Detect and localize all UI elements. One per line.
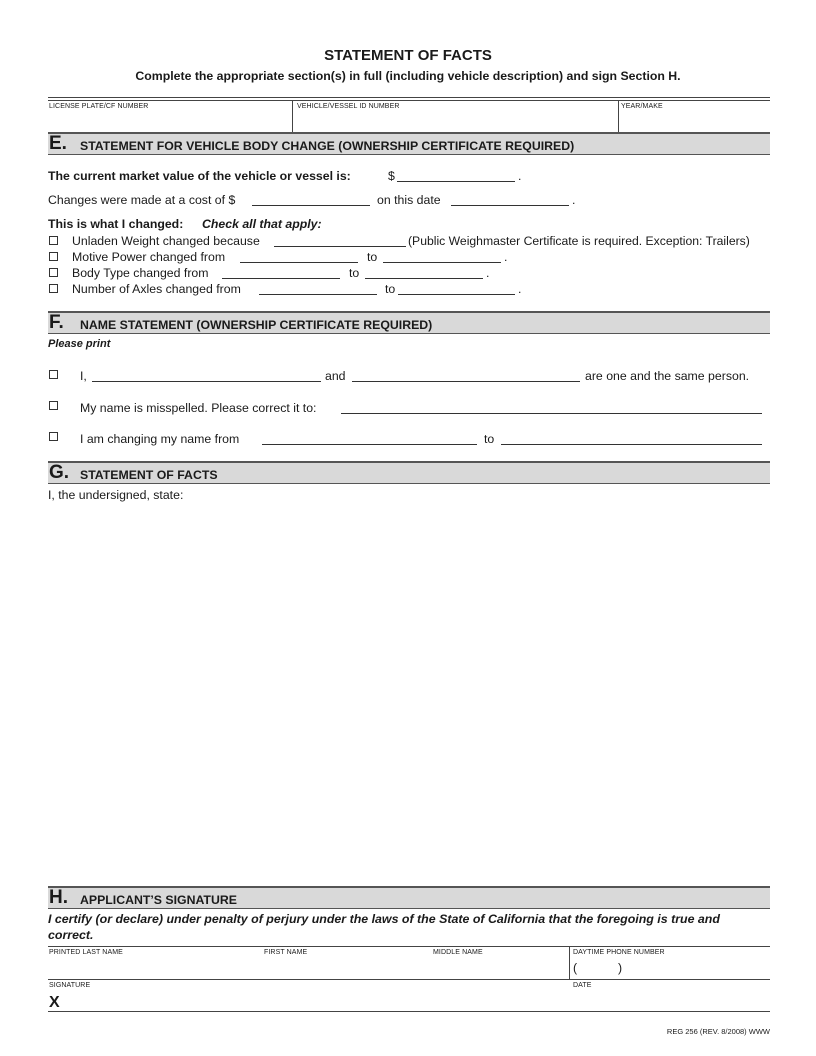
divider (48, 100, 770, 101)
change-date-field[interactable] (451, 194, 569, 206)
new-name-field[interactable] (501, 433, 762, 445)
license-plate-label: LICENSE PLATE/CF NUMBER (49, 103, 149, 110)
unladen-weight-label: Unladen Weight changed because (72, 234, 260, 248)
year-make-field[interactable] (621, 111, 769, 131)
weighmaster-note: (Public Weighmaster Certificate is required. Exception: Trailers) (408, 234, 750, 248)
form-id: REG 256 (REV. 8/2008) WWW (666, 1027, 770, 1036)
period: . (486, 266, 490, 280)
on-this-date-label: on this date (377, 193, 441, 207)
section-g-header (48, 461, 770, 484)
first-name-label: FIRST NAME (264, 949, 308, 956)
section-g-letter: G. (49, 462, 70, 483)
middle-name-field[interactable] (433, 957, 566, 977)
what-changed-label: This is what I changed: (48, 217, 184, 231)
phone-paren-close: ) (618, 961, 623, 975)
last-name-field[interactable] (49, 957, 259, 977)
market-value-label: The current market value of the vehicle or vessel is: (48, 169, 351, 183)
section-e-title: STATEMENT FOR VEHICLE BODY CHANGE (OWNERSHIP CERTIFICATE REQUIRED) (80, 139, 575, 153)
period: . (518, 169, 522, 183)
to-label: to (349, 266, 360, 280)
body-from-field[interactable] (222, 267, 340, 279)
same-person-i: I, (80, 369, 87, 383)
same-person-and: and (325, 369, 346, 383)
misspelled-checkbox[interactable] (49, 401, 58, 410)
signature-x-mark: X (49, 994, 60, 1011)
signature-label: SIGNATURE (49, 982, 91, 989)
certify-line-1: I certify (or declare) under penalty of perjury under the laws of the State of California that the foregoing is true and (48, 912, 720, 926)
middle-name-label: MIDDLE NAME (433, 949, 483, 956)
changes-cost-label: Changes were made at a cost of $ (48, 193, 236, 207)
section-f-title: NAME STATEMENT (OWNERSHIP CERTIFICATE REQUIRED) (80, 318, 433, 332)
year-make-label: YEAR/MAKE (621, 103, 663, 110)
divider (48, 946, 770, 947)
section-h-header (48, 886, 770, 909)
license-plate-field[interactable] (49, 111, 289, 131)
first-name-field[interactable] (264, 957, 429, 977)
divider (48, 1011, 770, 1012)
section-f-letter: F. (49, 312, 64, 333)
period: . (518, 282, 522, 296)
signature-field[interactable] (66, 990, 561, 1010)
section-g-title: STATEMENT OF FACTS (80, 468, 218, 482)
unladen-weight-checkbox[interactable] (49, 236, 58, 245)
phone-field[interactable] (580, 957, 768, 977)
motive-power-label: Motive Power changed from (72, 250, 226, 264)
section-f-header (48, 311, 770, 334)
last-name-label: PRINTED LAST NAME (49, 949, 123, 956)
body-to-field[interactable] (365, 267, 483, 279)
change-cost-field[interactable] (252, 194, 370, 206)
vehicle-id-field[interactable] (295, 111, 615, 131)
corrected-name-field[interactable] (341, 402, 762, 414)
axles-checkbox[interactable] (49, 284, 58, 293)
date-label: DATE (573, 982, 592, 989)
divider (618, 100, 619, 132)
divider (292, 100, 293, 132)
axles-to-field[interactable] (398, 283, 515, 295)
section-e-header (48, 132, 770, 155)
divider (569, 946, 570, 979)
period: . (572, 193, 576, 207)
body-type-label: Body Type changed from (72, 266, 209, 280)
statement-intro: I, the undersigned, state: (48, 488, 184, 502)
divider (48, 97, 770, 98)
body-type-checkbox[interactable] (49, 268, 58, 277)
phone-paren-open: ( (573, 961, 578, 975)
dollar-sign: $ (388, 169, 395, 183)
same-person-end: are one and the same person. (585, 369, 750, 383)
axles-label: Number of Axles changed from (72, 282, 241, 296)
page-title: STATEMENT OF FACTS (324, 47, 492, 64)
please-print-label: Please print (48, 338, 111, 350)
name-two-field[interactable] (352, 370, 580, 382)
phone-label: DAYTIME PHONE NUMBER (573, 949, 665, 956)
section-h-title: APPLICANT’S SIGNATURE (80, 893, 237, 907)
to-label: to (385, 282, 396, 296)
date-field[interactable] (573, 990, 768, 1010)
motive-from-field[interactable] (240, 251, 358, 263)
axles-from-field[interactable] (259, 283, 377, 295)
misspelled-label: My name is misspelled. Please correct it to: (80, 401, 317, 415)
certify-line-2: correct. (48, 928, 94, 942)
to-label: to (484, 432, 495, 446)
motive-power-checkbox[interactable] (49, 252, 58, 261)
section-h-letter: H. (49, 887, 68, 908)
divider (48, 979, 770, 980)
statement-text-area[interactable] (48, 506, 770, 881)
name-change-checkbox[interactable] (49, 432, 58, 441)
page-subtitle: Complete the appropriate section(s) in full (including vehicle description) and sign Section H. (135, 69, 681, 83)
market-value-field[interactable] (397, 170, 515, 182)
old-name-field[interactable] (262, 433, 477, 445)
check-all-label: Check all that apply: (202, 217, 322, 231)
motive-to-field[interactable] (383, 251, 501, 263)
name-one-field[interactable] (92, 370, 321, 382)
period: . (504, 250, 508, 264)
changing-name-label: I am changing my name from (80, 432, 240, 446)
unladen-reason-field[interactable] (274, 235, 406, 247)
vehicle-id-label: VEHICLE/VESSEL ID NUMBER (297, 103, 400, 110)
same-person-checkbox[interactable] (49, 370, 58, 379)
section-e-letter: E. (49, 133, 67, 154)
to-label: to (367, 250, 378, 264)
